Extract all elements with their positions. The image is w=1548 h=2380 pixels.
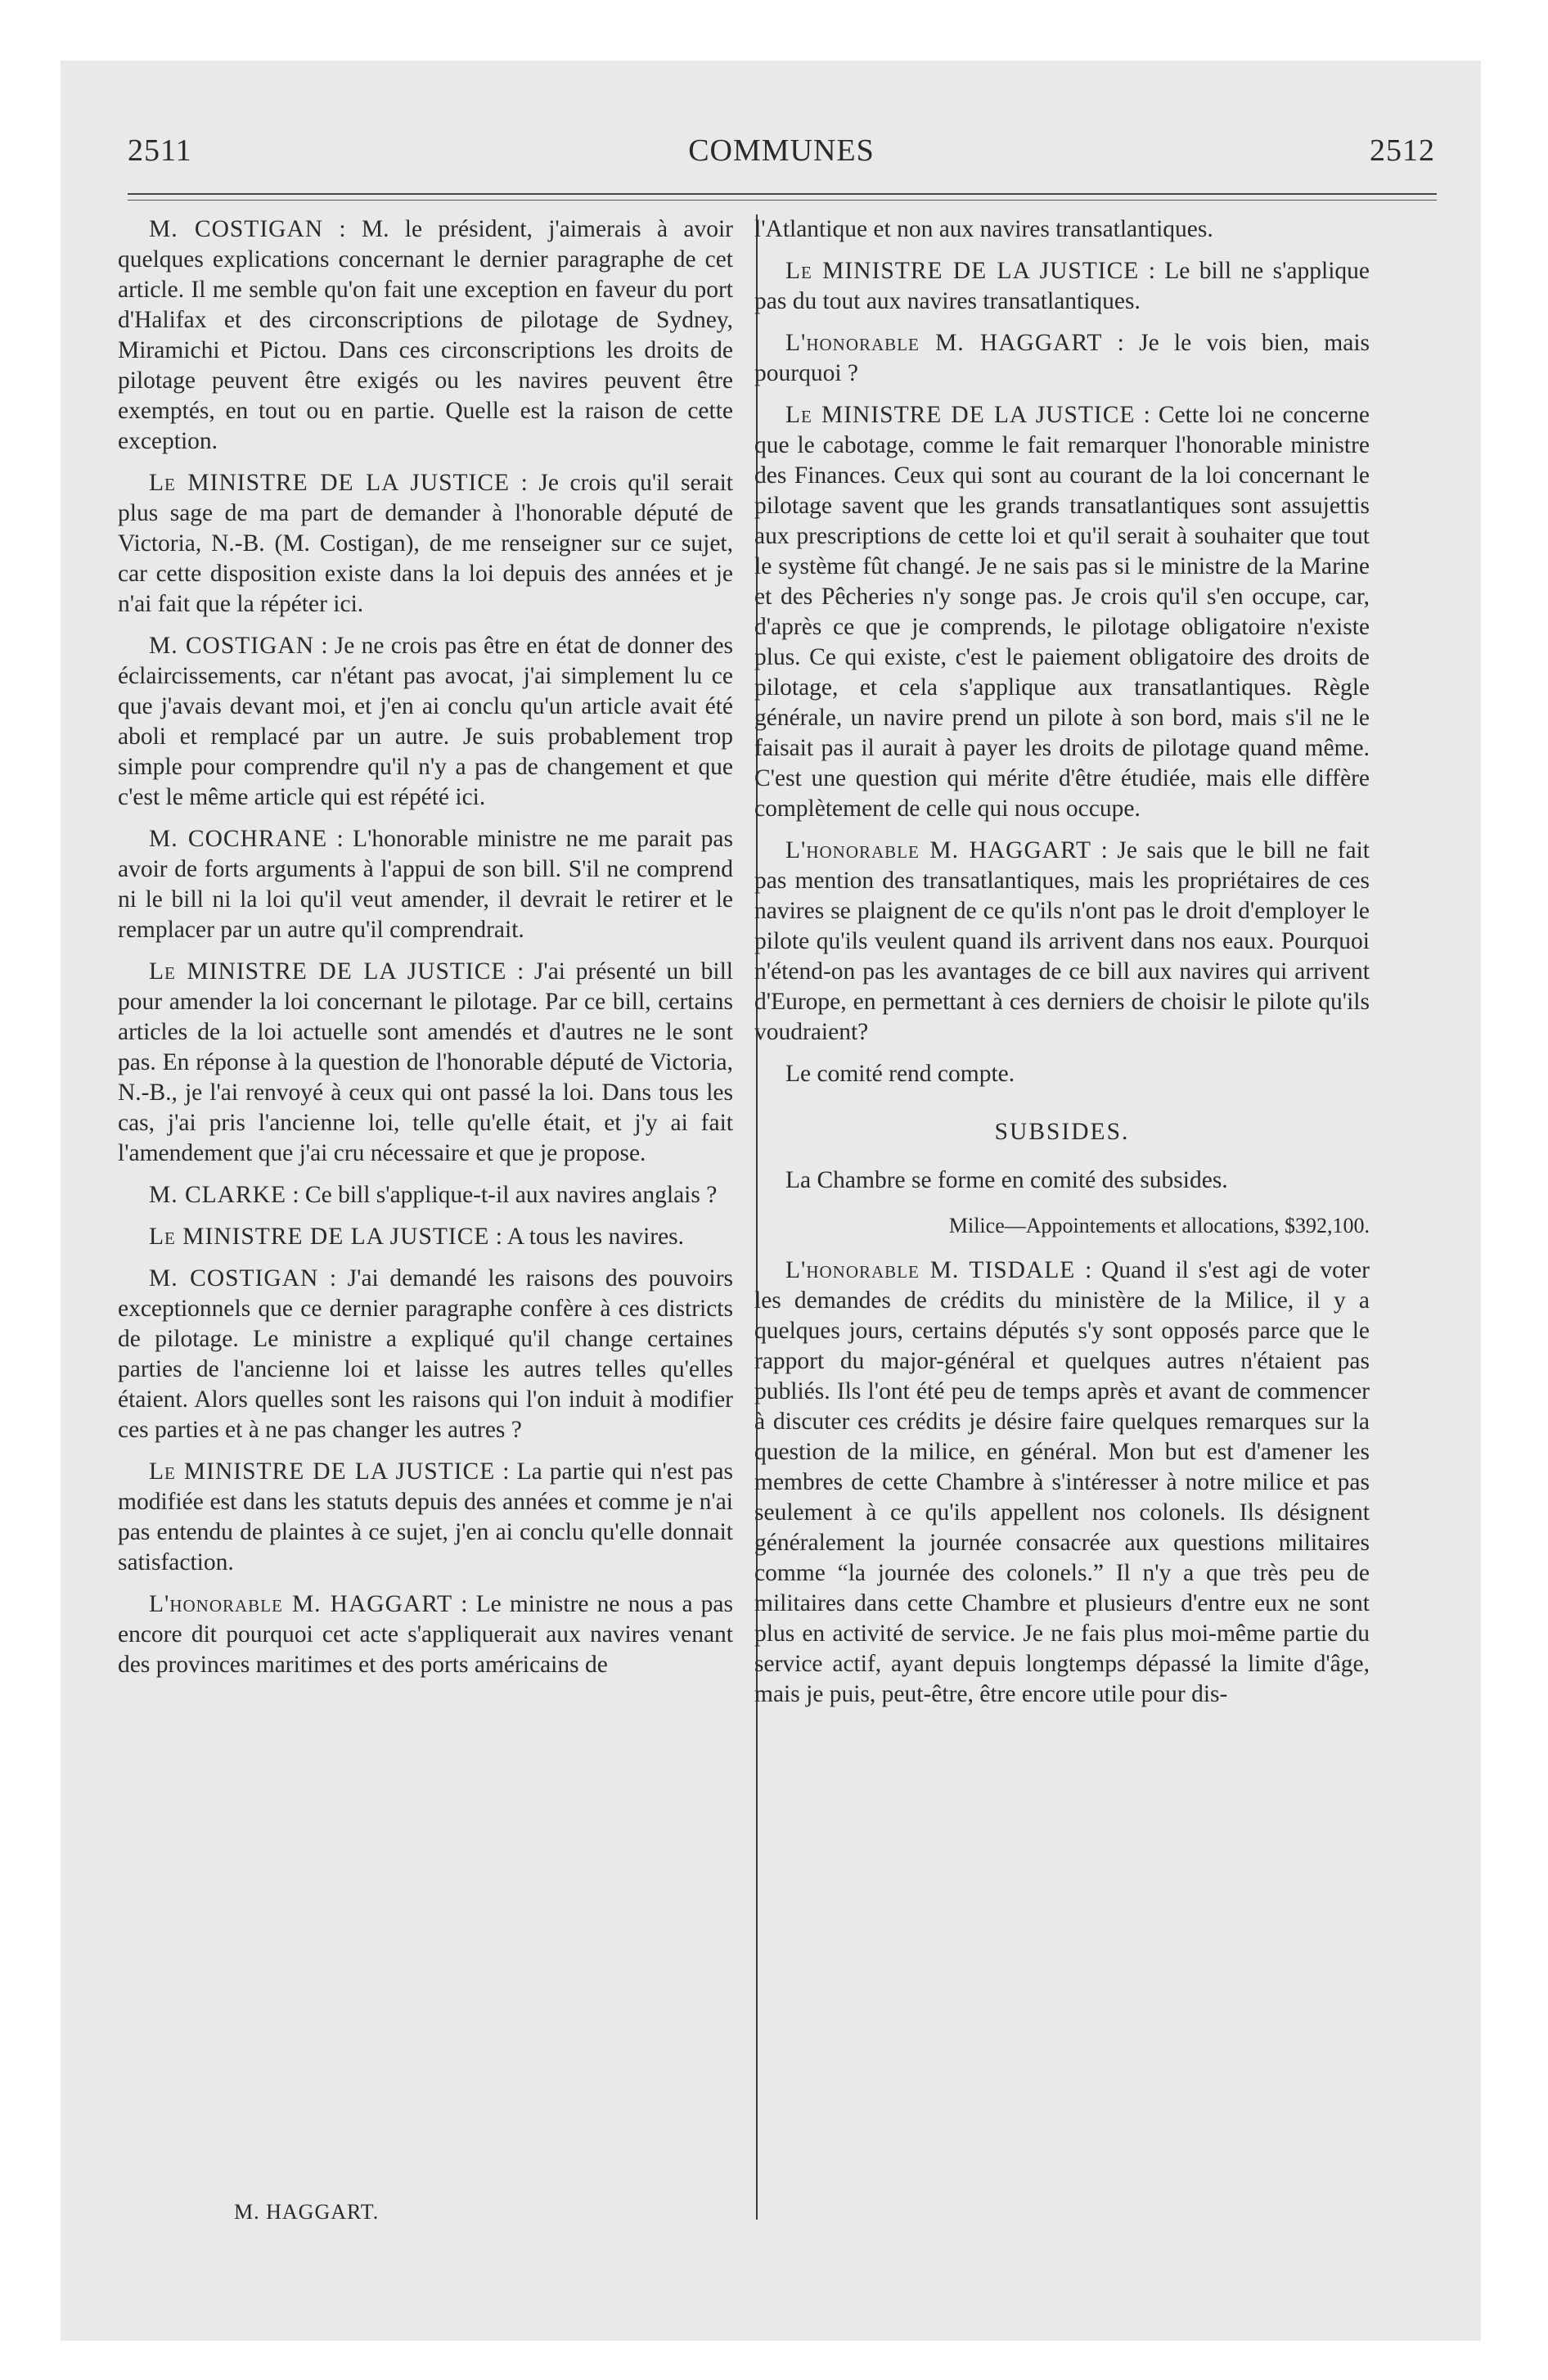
paragraph-text: l'Atlantique et non aux navires transatlantiques. xyxy=(754,216,1213,242)
paragraph-text: : Ce bill s'applique-t-il aux navires anglais ? xyxy=(292,1182,718,1208)
page-number-left: 2511 xyxy=(128,133,192,168)
paragraph-text: : Quand il s'est agi de voter les demandes de crédits du ministère de la Milice, il y a quelques jours, certains députés s'y sont opposés parce que le rapport du major-général et quelques autres n'étaient pas publiés. Ils l'ont été peu de temps après et avant de commencer à discuter ces crédits je désire faire quelques remarques sur la question de la milice, en général. Mon but est d'amener les membres de cette Chambre à s'intéresser à notre milice et pas seulement à ce qu'ils appellent nos colonels. Ils désignent généralement la journée consacrée aux questions militaires comme “la journée des colonels.” Il n'y a que très peu de militaires dans cette Chambre et plusieurs d'entre eux ne sont plus en activité de service. Je ne fais plus moi-même partie du service actif, ayant depuis longtemps dépassé la limite d'âge, mais je puis, peut-être, être encore utile pour dis- xyxy=(754,1257,1370,1707)
speaker-name: L'honorable M. HAGGART xyxy=(785,837,1092,863)
paragraph xyxy=(118,1222,733,1252)
paragraph xyxy=(754,1255,1370,1710)
left-column xyxy=(118,214,733,1692)
paragraph xyxy=(754,214,1370,245)
speaker-name: M. COSTIGAN xyxy=(149,633,315,659)
section-title: SUBSIDES. xyxy=(994,1119,1130,1145)
speaker-name: Le MINISTRE DE LA JUSTICE xyxy=(149,958,507,985)
header-rule xyxy=(128,193,1437,195)
paragraph xyxy=(118,214,733,457)
paragraph xyxy=(118,1457,733,1578)
paragraph-text: : M. le président, j'aimerais à avoir quelques explications concernant le dernier paragraphe de cet article. Il me semble qu'on fait une exception en faveur du port d'Halifax et des circonscriptions de pilotage de Sydney, Miramichi et Pictou. Dans ces circonscriptions les droits de pilotage peuvent être exigés ou les navires peuvent être exemptés, en tout ou en partie. Quelle est la raison de cette exception. xyxy=(118,216,733,454)
speaker-name: Le MINISTRE DE LA JUSTICE xyxy=(149,470,511,496)
paragraph xyxy=(754,256,1370,317)
paragraph-text: : J'ai présenté un bill pour amender la loi concernant le pilotage. Par ce bill, certains articles de la loi actuelle sont amendés et d'autres ne le sont pas. En réponse à la question de l'honorable député de Victoria, N.-B., je l'ai renvoyé à ceux qui ont passé la loi. Dans tous les cas, j'ai pris l'ancienne loi, telle qu'elle était, et j'y ai fait l'amendement que j'ai cru nécessaire et que je propose. xyxy=(118,958,734,1166)
running-title: COMMUNES xyxy=(688,133,875,168)
speaker-name: M. COSTIGAN xyxy=(149,1265,319,1291)
page-number-right: 2512 xyxy=(1370,133,1435,168)
paragraph xyxy=(754,400,1370,824)
paragraph xyxy=(118,957,733,1169)
paragraph-text: : Cette loi ne concerne que le cabotage, comme le fait remarquer l'honorable ministre des Finances. Ceux qui sont au courant de la loi concernant le pilotage savent que les grands transatlantiques sont assujettis aux prescriptions de cette loi et qu'il serait à souhaiter que tout le système fût changé. Je ne sais pas si le ministre de la Marine et des Pêcheries n'y songe pas. Je crois qu'il s'en occupe, car, d'après ce que je comprends, le pilotage obligatoire n'existe plus. Ce qui existe, c'est le paiement obligatoire des droits de pilotage, et cela s'applique aux transatlantiques. Règle générale, un navire prend un pilote à son bord, mais s'il ne le faisait pas il aurait à payer les droits de pilotage quand même. C'est une question qui mérite d'être étudiée, mais elle diffère complètement de celle qui nous occupe. xyxy=(754,402,1370,822)
paragraph-text: : Le bill ne s'applique pas du tout aux navires transatlantiques. xyxy=(754,258,1370,314)
page-footer: M. HAGGART. xyxy=(234,2200,380,2224)
paragraph xyxy=(118,1180,733,1210)
paragraph-text: : Le ministre ne nous a pas encore dit pourquoi cet acte s'appliquerait aux navires venant des provinces maritimes et des ports américains de xyxy=(118,1591,733,1678)
speaker-name: M. COSTIGAN xyxy=(149,216,324,242)
speaker-name: M. COCHRANE xyxy=(149,826,328,852)
paragraph xyxy=(754,328,1370,389)
paragraph-text: : L'honorable ministre ne me parait pas avoir de forts arguments à l'appui de son bill. S'il ne comprend ni le bill ni la loi qu'il veut amender, il devrait le retirer et le remplacer par un autre qu'il comprendrait. xyxy=(118,826,734,943)
speaker-name: Le MINISTRE DE LA JUSTICE xyxy=(785,402,1136,428)
speaker-name: M. CLARKE xyxy=(149,1182,286,1208)
speaker-name: Le MINISTRE DE LA JUSTICE xyxy=(149,1458,496,1485)
paragraph xyxy=(118,1264,733,1445)
header-rule-thin xyxy=(128,200,1437,201)
speaker-name: Le MINISTRE DE LA JUSTICE xyxy=(785,258,1140,284)
supply-item: Milice—Appointements et allocations, $392,100. xyxy=(948,1214,1370,1237)
paragraph xyxy=(118,631,733,813)
speaker-name: Le MINISTRE DE LA JUSTICE xyxy=(149,1224,490,1250)
paragraph-text: : Je crois qu'il serait plus sage de ma part de demander à l'honorable député de Victoria, N.-B. (M. Costigan), de me renseigner sur ce sujet, car cette disposition existe dans la loi depuis des années et je n'ai fait que la répéter ici. xyxy=(118,470,733,617)
paragraph-text: : Je le vois bien, mais pourquoi ? xyxy=(754,330,1370,386)
speaker-name: L'honorable M. HAGGART xyxy=(785,330,1103,356)
section-intro: La Chambre se forme en comité des subsides. xyxy=(785,1167,1228,1193)
paragraph-text: : Je ne crois pas être en état de donner des éclaircissements, car n'étant pas avocat, j'ai simplement lu ce que j'avais devant moi, et j'en ai conclu qu'un article avait été aboli et remplacé par un autre. Je suis probablement trop simple pour comprendre qu'il n'y a pas de changement et que c'est le même article qui est répété ici. xyxy=(118,633,734,810)
page-header xyxy=(128,133,1435,182)
paragraph-text: : La partie qui n'est pas modifiée est dans les statuts depuis des années et comme je n'ai pas entendu de plaintes à ce sujet, j'en ai conclu qu'elle donnait satisfaction. xyxy=(118,1458,733,1575)
paragraph xyxy=(754,1059,1370,1089)
speaker-name: L'honorable M. TISDALE xyxy=(785,1257,1076,1283)
paragraph xyxy=(118,468,733,620)
right-column xyxy=(754,214,1370,1721)
paragraph-text: : A tous les navires. xyxy=(495,1224,685,1250)
document-page xyxy=(61,61,1481,2341)
paragraph-text: Le comité rend compte. xyxy=(785,1061,1015,1087)
paragraph xyxy=(118,1589,733,1680)
speaker-name: L'honorable M. HAGGART xyxy=(149,1591,453,1617)
paragraph-text: : J'ai demandé les raisons des pouvoirs exceptionnels que ce dernier paragraphe confère à ces districts de pilotage. Le ministre a expliqué qu'il change certaines parties de l'ancienne loi et laisse les autres telles qu'elles étaient. Alors quelles sont les raisons qui l'on induit à modifier ces parties et à ne pas changer les autres ? xyxy=(118,1265,734,1443)
paragraph xyxy=(118,824,733,945)
paragraph-text: : Je sais que le bill ne fait pas mention des transatlantiques, mais les propriétaires de ces navires se plaignent de ce qu'ils n'ont pas le droit d'employer le pilote qu'ils veulent quand ils arrivent dans nos eaux. Pourquoi n'étend-on pas les avantages de ce bill aux navires qui arrivent d'Europe, en permettant à ces derniers de choisir le pilote qu'ils voudraient? xyxy=(754,837,1370,1045)
paragraph xyxy=(754,836,1370,1048)
